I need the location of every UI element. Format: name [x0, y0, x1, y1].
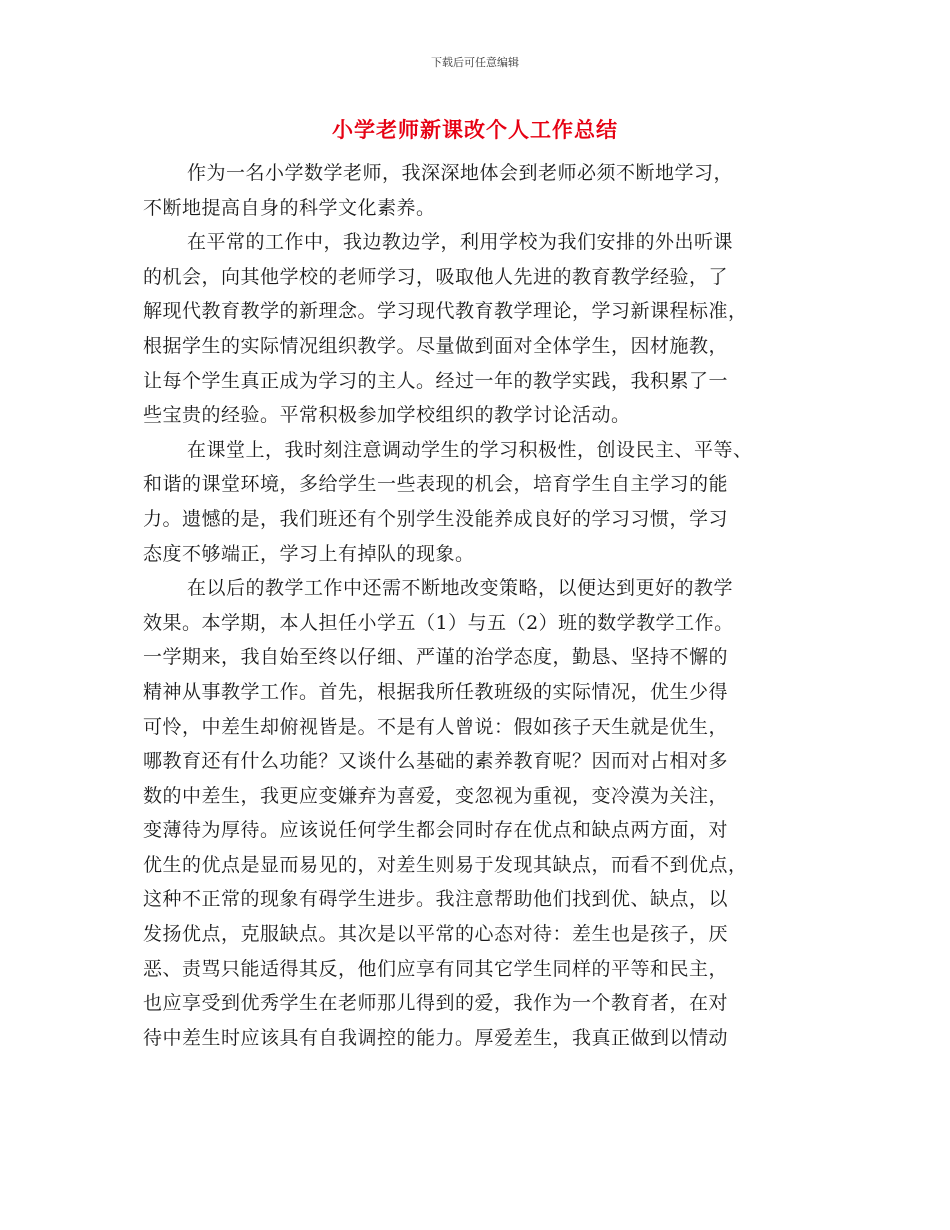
- text-line: 恶、责骂只能适得其反，他们应享有同其它学生同样的平等和民主，: [143, 957, 729, 980]
- text-line: 数的中差生，我更应变嫌弃为喜爱，变忽视为重视，变冷漠为关注，: [143, 784, 729, 807]
- text-line: 力。遗憾的是，我们班还有个别学生没能养成良好的学习习惯，学习: [143, 507, 729, 530]
- text-line: 的机会，向其他学校的老师学习，吸取他人先进的教育教学经验，了: [143, 265, 729, 288]
- text-line: 些宝贵的经验。平常积极参加学校组织的教学讨论活动。: [143, 404, 631, 427]
- text-line: 哪教育还有什么功能？又谈什么基础的素养教育呢？因而对占相对多: [143, 750, 729, 773]
- text-line: 也应享受到优秀学生在老师那儿得到的爱，我作为一个教育者，在对: [143, 992, 729, 1015]
- text-line: 根据学生的实际情况组织教学。尽量做到面对全体学生，因材施教，: [143, 334, 729, 357]
- document-body: [143, 156, 808, 1055]
- paragraph: [143, 433, 808, 571]
- text-line: 变薄待为厚待。应该说任何学生都会同时存在优点和缺点两方面，对: [143, 819, 729, 842]
- text-line: 发扬优点，克服缺点。其次是以平常的心态对待：差生也是孩子，厌: [143, 923, 729, 946]
- paragraph: [143, 571, 808, 1055]
- paragraph: [143, 225, 808, 433]
- text-line: 在以后的教学工作中还需不断地改变策略，以便达到更好的教学: [187, 577, 734, 600]
- text-line: 让每个学生真正成为学习的主人。经过一年的教学实践，我积累了一: [143, 369, 729, 392]
- text-line: 优生的优点是显而易见的，对差生则易于发现其缺点，而看不到优点，: [143, 853, 748, 876]
- text-line: 解现代教育教学的新理念。学习现代教育教学理论，学习新课程标准，: [143, 300, 748, 323]
- text-line: 一学期来，我自始至终以仔细、严谨的治学态度，勤恳、坚持不懈的: [143, 646, 729, 669]
- text-line: 精神从事教学工作。首先，根据我所任教班级的实际情况，优生少得: [143, 680, 729, 703]
- header-note: 下载后可任意编辑: [431, 56, 519, 69]
- text-line: 可怜，中差生却俯视皆是。不是有人曾说：假如孩子天生就是优生，: [143, 715, 729, 738]
- text-line: 在平常的工作中，我边教边学，利用学校为我们安排的外出听课: [187, 231, 734, 254]
- text-line: 作为一名小学数学老师，我深深地体会到老师必须不断地学习，: [187, 162, 734, 184]
- text-line: 在课堂上，我时刻注意调动学生的学习积极性，创设民主、平等、: [187, 438, 753, 461]
- paragraph: [143, 156, 808, 225]
- text-line: 待中差生时应该具有自我调控的能力。厚爱差生，我真正做到以情动: [143, 1026, 729, 1049]
- text-line: 态度不够端正，学习上有掉队的现象。: [143, 542, 475, 565]
- document-title: 小学老师新课改个人工作总结: [332, 118, 618, 142]
- text-line: 和谐的课堂环境，多给学生一些表现的机会，培育学生自主学习的能: [143, 473, 729, 496]
- text-line: 不断地提高自身的科学文化素养。: [143, 196, 436, 219]
- text-line: 这种不正常的现象有碍学生进步。我注意帮助他们找到优、缺点，以: [143, 888, 729, 911]
- text-line: 效果。本学期，本人担任小学五（1）与五（2）班的数学教学工作。: [143, 611, 734, 634]
